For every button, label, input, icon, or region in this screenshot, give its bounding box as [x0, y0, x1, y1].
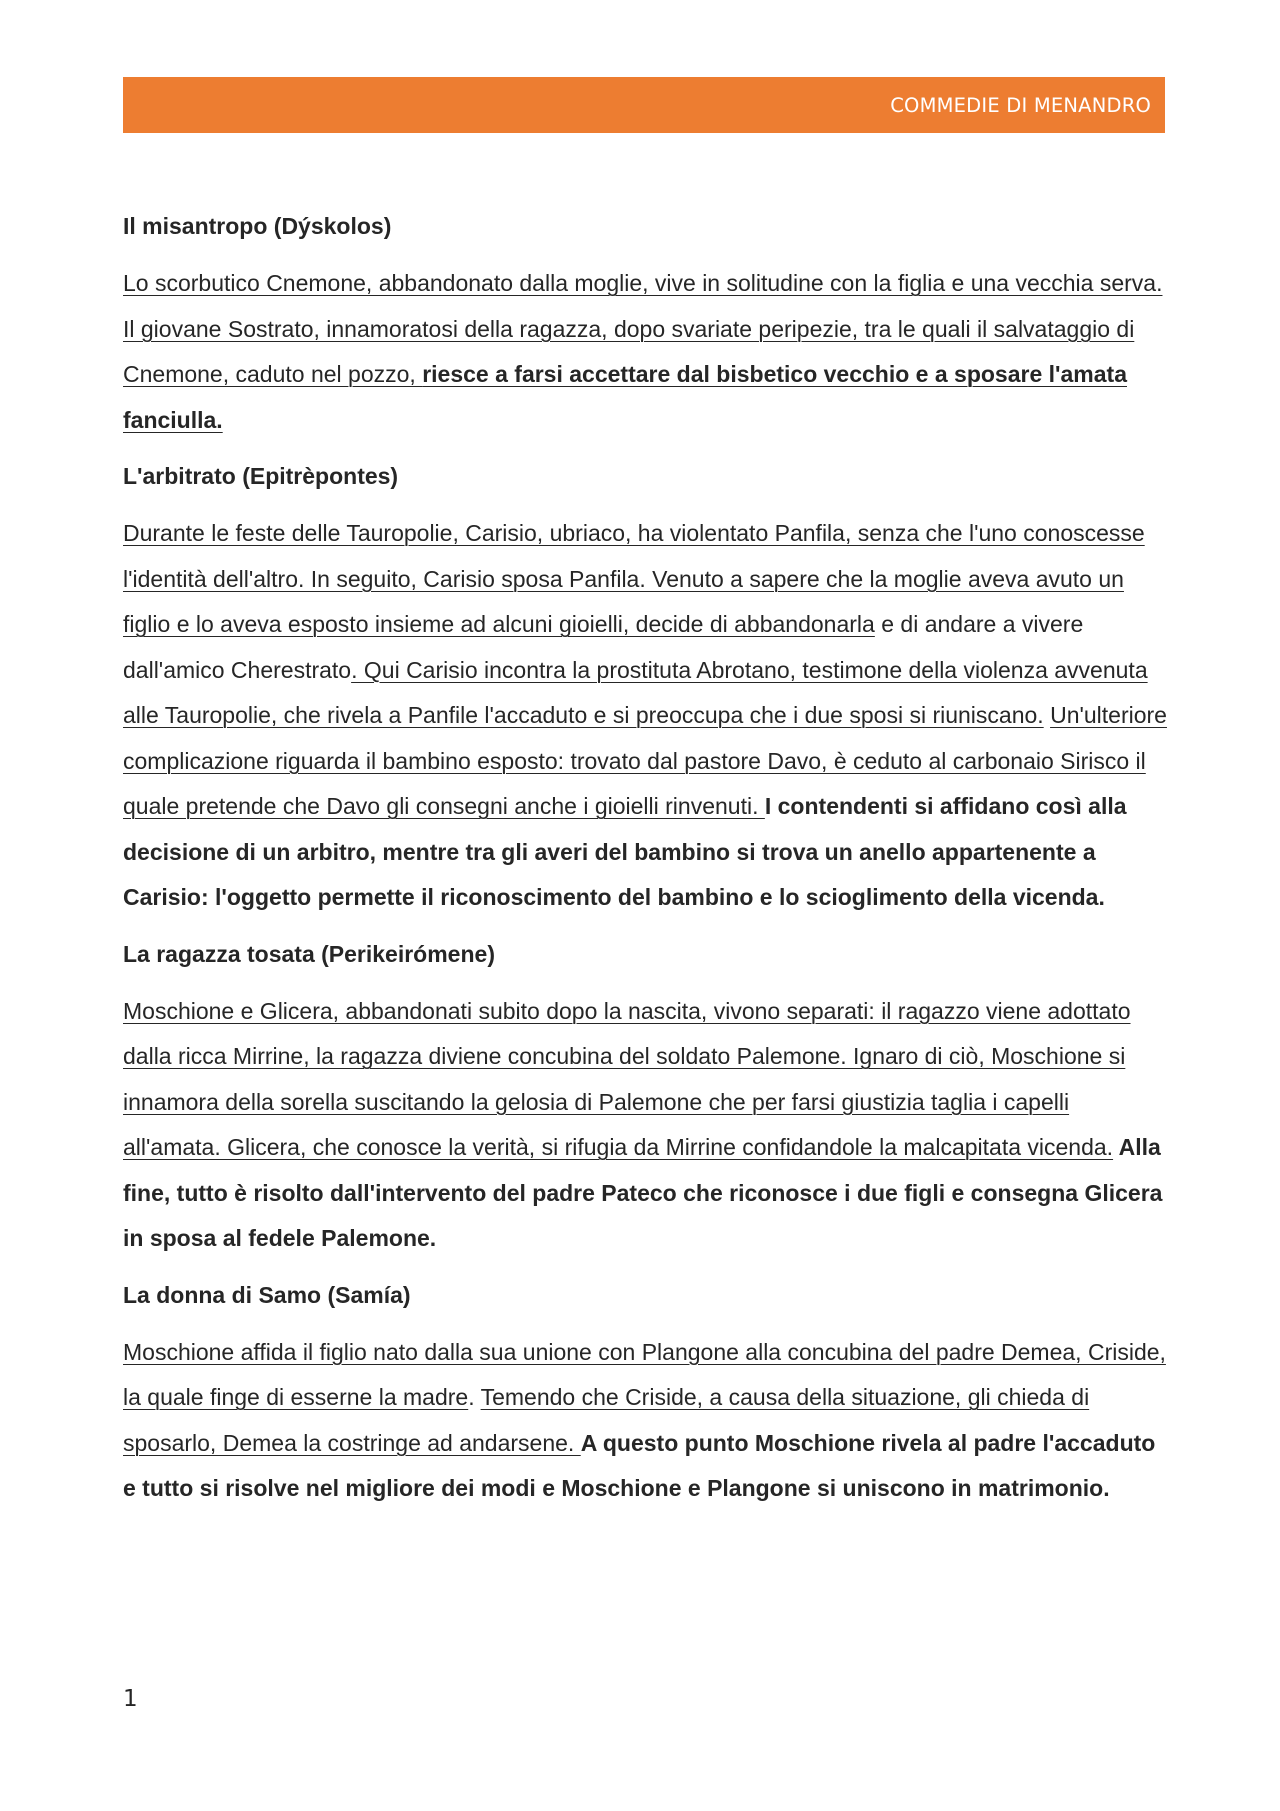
section-title: Il misantropo (Dýskolos) [123, 213, 392, 239]
section-body [123, 1330, 1173, 1512]
header-title: COMMEDIE DI MENANDRO [890, 93, 1151, 117]
section-body [123, 989, 1173, 1262]
text-run: I contendenti si affidano così alla decisione di un arbitro, mentre tra gli averi del bambino si trova un anello appartenente a Carisio: l'oggetto permette il riconoscimento del bambino e lo scioglimento della vicenda. [123, 793, 1127, 910]
section-title: L'arbitrato (Epitrèpontes) [123, 463, 399, 489]
section-body [123, 261, 1173, 443]
text-run: Moschione e Glicera, abbandonati subito dopo la nascita, vivono separati: il ragazzo viene adottato dalla ricca Mirrine, la ragazza diviene concubina del soldato Palemone. Ignaro di ciò, Moschione si innamora della sorella suscitando la gelosia di Palemone che per farsi giustizia taglia i capelli all'amata. Glicera, che conosce la verità, si rifugia da Mirrine confidandole la malcapitata vicenda. [123, 997, 1131, 1160]
text-run: A questo punto Moschione rivela al padre l'accaduto e tutto si risolve nel migliore dei modi e Moschione e Plangone si uniscono in matrimonio. [123, 1429, 1156, 1501]
text-run: Temendo che Criside, a causa della situazione, gli chieda di sposarlo, Demea la costringe ad andarsene. [123, 1384, 1090, 1456]
text-run: . Qui Carisio incontra la prostituta Abrotano, testimone della violenza avvenuta alle Tauropolie, che rivela a Panfile l'accaduto e si preoccupa che i due sposi si riuniscano. [123, 656, 1148, 728]
page-number: 1 [123, 1686, 138, 1712]
text-run: Moschione affida il figlio nato dalla sua unione con Plangone alla concubina del padre Demea, Criside, la quale finge di esserne la madre [123, 1338, 1166, 1410]
text-run: Durante le feste delle Tauropolie, Carisio, ubriaco, ha violentato Panfila, senza che l'uno conoscesse l'identità dell'altro. In seguito, Carisio sposa Panfila. Venuto a sapere che la moglie aveva avuto un figlio e lo aveva esposto insieme ad alcuni gioielli, decide di abbandonarla [123, 520, 1145, 637]
header-bar [123, 77, 1165, 133]
text-run: . [468, 1384, 481, 1410]
section-title: La ragazza tosata (Perikeirómene) [123, 940, 495, 967]
text-run: e di andare a vivere dall'amico Cherestrato [123, 611, 1084, 683]
document-body [123, 208, 1173, 1527]
section-body [123, 511, 1173, 921]
text-run: Alla fine, tutto è risolto dall'intervento del padre Pateco che riconosce i due figli e consegna Glicera in sposa al fedele Palemone. [123, 1134, 1163, 1251]
text-run: Un'ulteriore complicazione riguarda il bambino esposto: trovato dal pastore Davo, è ceduto al carbonaio Sirisco il quale pretende che Davo gli consegni anche i gioielli rinvenuti. [123, 702, 1167, 819]
text-run: Lo scorbutico Cnemone, abbandonato dalla moglie, vive in solitudine con la figlia e una vecchia serva. Il giovane Sostrato, innamoratosi della ragazza, dopo svariate peripezie, tra le quali il salvataggio di Cnemone, caduto nel pozzo, [123, 270, 1163, 387]
section-title: La donna di Samo (Samía) [123, 1281, 411, 1308]
text-run: riesce a farsi accettare dal bisbetico vecchio e a sposare l'amata fanciulla. [123, 361, 1127, 433]
